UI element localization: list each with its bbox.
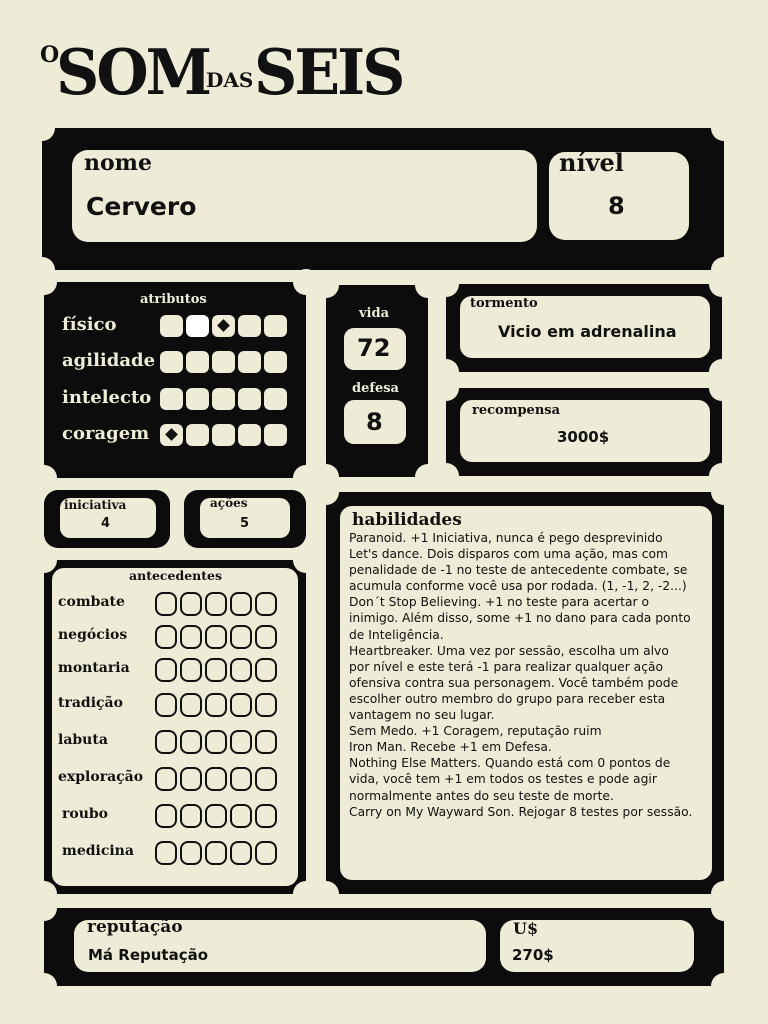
attribute-box[interactable] <box>212 351 235 373</box>
habilidade-line: acumula conforme você usa por rodada. (1, -1, 2, -2...) <box>349 579 687 594</box>
habilidades-title: habilidades <box>352 510 462 530</box>
logo <box>40 38 420 108</box>
skill-box[interactable] <box>155 730 177 754</box>
attribute-box[interactable] <box>264 388 287 410</box>
skill-name: negócios <box>58 627 128 643</box>
dinheiro-value: 270$ <box>512 946 554 964</box>
recompensa-label: recompensa <box>472 403 561 418</box>
skill-box[interactable] <box>205 730 227 754</box>
reputacao-label: reputação <box>87 917 183 937</box>
skill-box[interactable] <box>255 767 277 791</box>
attributes-title: atributos <box>140 292 207 307</box>
logo-prefix: O <box>40 42 60 68</box>
skill-box[interactable] <box>180 841 202 865</box>
skill-box[interactable] <box>230 592 252 616</box>
attribute-name: coragem <box>62 423 150 444</box>
diamond-mark-icon <box>165 428 178 441</box>
habilidade-line: normalmente antes do seu teste de morte. <box>349 788 614 803</box>
recompensa-value: 3000$ <box>557 428 610 446</box>
iniciativa-label: iniciativa <box>64 498 127 512</box>
skill-box[interactable] <box>155 804 177 828</box>
skill-name: medicina <box>62 843 134 859</box>
attribute-box[interactable] <box>186 388 209 410</box>
skill-box[interactable] <box>180 625 202 649</box>
attribute-box[interactable] <box>238 424 261 446</box>
diamond-mark-icon <box>217 319 230 332</box>
habilidade-line: por nível e este terá -1 para realizar qualquer ação <box>349 659 664 674</box>
level-label: nível <box>559 148 624 177</box>
skill-box[interactable] <box>255 841 277 865</box>
skill-box[interactable] <box>205 804 227 828</box>
skill-box[interactable] <box>230 693 252 717</box>
skill-box[interactable] <box>230 658 252 682</box>
skill-boxes <box>155 592 277 616</box>
skill-box[interactable] <box>180 693 202 717</box>
skill-boxes <box>155 693 277 717</box>
attribute-box[interactable] <box>186 315 209 337</box>
skill-box[interactable] <box>230 730 252 754</box>
attribute-box[interactable] <box>238 315 261 337</box>
skill-box[interactable] <box>230 625 252 649</box>
habilidade-line: penalidade de -1 no teste de antecedente combate, se <box>349 563 688 578</box>
skill-box[interactable] <box>155 625 177 649</box>
attribute-box[interactable] <box>264 424 287 446</box>
level-value: 8 <box>608 192 625 220</box>
skill-box[interactable] <box>205 592 227 616</box>
skill-boxes <box>155 841 277 865</box>
attribute-boxes <box>160 388 287 410</box>
attribute-box[interactable] <box>186 351 209 373</box>
attribute-box[interactable] <box>160 351 183 373</box>
skill-box[interactable] <box>255 730 277 754</box>
dinheiro-label: U$ <box>513 919 539 938</box>
attribute-box[interactable] <box>238 351 261 373</box>
skill-name: tradição <box>58 695 123 711</box>
defesa-label: defesa <box>352 381 399 396</box>
habilidade-line: escolher outro membro do grupo para receber esta <box>349 691 666 706</box>
habilidade-line: Heartbreaker. Uma vez por sessão, escolha um alvo <box>349 643 669 658</box>
habilidade-line: Sem Medo. +1 Coragem, reputação ruim <box>349 724 602 739</box>
attribute-boxes <box>160 351 287 373</box>
attribute-name: intelecto <box>62 387 152 408</box>
logo-word-das: DAS <box>206 68 254 92</box>
acoes-label: ações <box>210 496 248 510</box>
skill-name: combate <box>58 594 125 610</box>
attribute-box[interactable] <box>160 315 183 337</box>
habilidade-line: Paranoid. +1 Iniciativa, nunca é pego desprevinido <box>349 531 663 545</box>
attribute-box[interactable] <box>264 351 287 373</box>
skill-box[interactable] <box>180 767 202 791</box>
attribute-box[interactable] <box>264 315 287 337</box>
tormento-value: Vicio em adrenalina <box>498 322 677 341</box>
skill-box[interactable] <box>205 841 227 865</box>
skill-box[interactable] <box>255 804 277 828</box>
logo-word-som: SOM <box>56 36 210 110</box>
habilidade-line: inimigo. Além disso, some +1 no dano para cada ponto <box>349 611 691 626</box>
attribute-box[interactable] <box>212 424 235 446</box>
attribute-box[interactable] <box>238 388 261 410</box>
attribute-name: agilidade <box>62 350 156 371</box>
acoes-value: 5 <box>240 516 250 531</box>
name-value: Cervero <box>86 192 197 221</box>
attribute-box[interactable] <box>212 388 235 410</box>
skill-boxes <box>155 767 277 791</box>
skill-box[interactable] <box>255 693 277 717</box>
skill-box[interactable] <box>180 658 202 682</box>
vida-value: 72 <box>357 334 391 362</box>
skill-box[interactable] <box>255 625 277 649</box>
attribute-box[interactable] <box>160 424 183 446</box>
skill-box[interactable] <box>205 625 227 649</box>
habilidade-line: vida, você tem +1 em todos os testes e pode agir <box>349 772 657 787</box>
logo-word-seis: SEIS <box>254 36 403 110</box>
vida-label: vida <box>359 306 390 321</box>
habilidade-line: ofensiva contra sua personagem. Você também pode <box>349 675 679 690</box>
attribute-boxes <box>160 315 287 337</box>
skill-box[interactable] <box>180 592 202 616</box>
habilidade-line: Iron Man. Recebe +1 em Defesa. <box>349 740 552 755</box>
skill-boxes <box>155 730 277 754</box>
skill-box[interactable] <box>180 730 202 754</box>
antecedentes-title: antecedentes <box>129 568 223 583</box>
attribute-box[interactable] <box>160 388 183 410</box>
reputacao-value: Má Reputação <box>88 946 209 964</box>
skill-name: exploração <box>58 769 144 785</box>
habilidade-line: vantagem no seu lugar. <box>349 708 495 723</box>
skill-boxes <box>155 804 277 828</box>
skill-box[interactable] <box>230 767 252 791</box>
habilidades-list <box>349 530 709 820</box>
name-label: nome <box>84 150 152 176</box>
skill-box[interactable] <box>155 658 177 682</box>
skill-box[interactable] <box>205 658 227 682</box>
attribute-boxes <box>160 424 287 446</box>
skill-box[interactable] <box>205 767 227 791</box>
skill-box[interactable] <box>255 592 277 616</box>
skill-box[interactable] <box>255 658 277 682</box>
skill-name: labuta <box>58 732 108 748</box>
skill-boxes <box>155 658 277 682</box>
habilidade-line: Carry on My Wayward Son. Rejogar 8 testes por sessão. <box>349 804 693 819</box>
attribute-box[interactable] <box>212 315 235 337</box>
skill-box[interactable] <box>155 693 177 717</box>
attribute-name: físico <box>62 314 117 335</box>
skill-box[interactable] <box>155 592 177 616</box>
defesa-value: 8 <box>366 408 383 436</box>
skill-box[interactable] <box>180 804 202 828</box>
skill-name: montaria <box>58 660 130 676</box>
iniciativa-value: 4 <box>101 516 111 531</box>
skill-box[interactable] <box>155 841 177 865</box>
skill-box[interactable] <box>205 693 227 717</box>
attributes-panel <box>44 282 306 478</box>
habilidade-line: de Inteligência. <box>349 627 444 642</box>
habilidade-line: Don´t Stop Believing. +1 no teste para acertar o <box>349 595 649 610</box>
tormento-label: tormento <box>470 296 538 311</box>
skill-name: roubo <box>62 806 109 822</box>
skill-box[interactable] <box>155 767 177 791</box>
habilidade-line: Let's dance. Dois disparos com uma ação, mas com <box>349 547 668 562</box>
attribute-box[interactable] <box>186 424 209 446</box>
skill-box[interactable] <box>230 804 252 828</box>
skill-box[interactable] <box>230 841 252 865</box>
habilidade-line: Nothing Else Matters. Quando está com 0 pontos de <box>349 756 671 771</box>
skill-boxes <box>155 625 277 649</box>
